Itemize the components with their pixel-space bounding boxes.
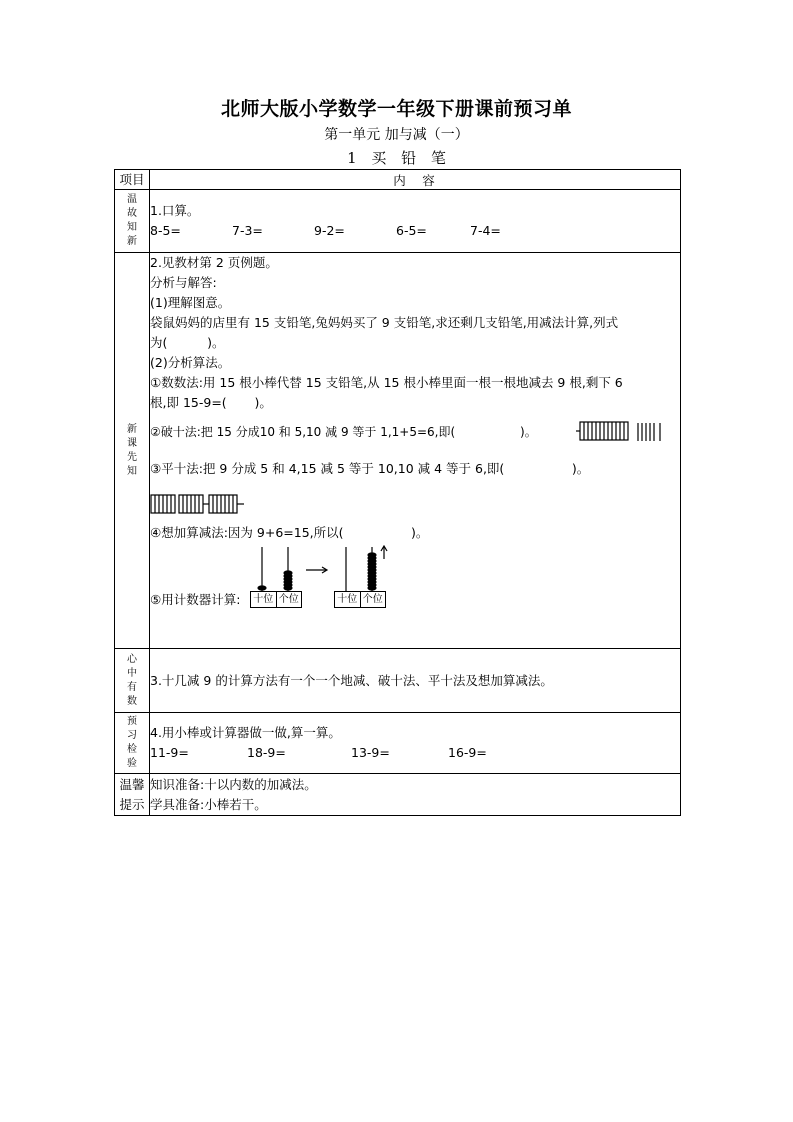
review-task: 1.口算。 <box>150 203 200 218</box>
text-line: 2.见教材第 2 页例题。 <box>150 255 278 270</box>
tens-label: 十位 <box>251 592 277 607</box>
newlesson-row <box>115 253 681 649</box>
text-line: 分析与解答: <box>150 275 217 290</box>
exercise-item: 8-5= <box>150 223 181 238</box>
check-task: 4.用小棒或计算器做一做,算一算。 <box>150 725 341 740</box>
exercise-item: 9-2= <box>314 223 345 238</box>
newlesson-label: 新课先知 <box>127 423 137 477</box>
tips-content <box>150 774 681 816</box>
review-label-cell <box>115 190 150 253</box>
text-line: (2)分析算法。 <box>150 355 231 370</box>
unit-subtitle: 第一单元 加与减（一） <box>324 127 469 143</box>
exercise-item: 6-5= <box>396 223 427 238</box>
text-line: ⑤用计数器计算: <box>150 592 241 607</box>
tip-line: 知识准备:十以内数的加减法。 <box>150 776 317 792</box>
text-line: 根,即 15-9=( )。 <box>150 395 272 410</box>
check-label: 预习检验 <box>127 716 137 769</box>
lesson-title: 1 买 铅 笔 <box>347 149 446 167</box>
text-line: 为( )。 <box>150 335 225 350</box>
newlesson-content <box>150 253 681 649</box>
abacus-base-left <box>250 591 302 608</box>
exercise-item: 7-4= <box>470 223 501 238</box>
exercise-item: 18-9= <box>247 745 286 760</box>
summary-content <box>150 649 681 713</box>
text-line: ④想加算减法:因为 9+6=15,所以( )。 <box>150 525 429 540</box>
tips-row <box>115 774 681 816</box>
text-line: 袋鼠妈妈的店里有 15 支铅笔,兔妈妈买了 9 支铅笔,求还剩几支铅笔,用减法计算,列式 <box>150 315 619 330</box>
text-line: ③平十法:把 9 分成 5 和 4,15 减 5 等于 10,10 减 4 等于 6,即( )。 <box>150 461 590 476</box>
check-exercises <box>150 743 680 763</box>
preview-table <box>114 169 681 816</box>
method-break-ten <box>150 419 680 445</box>
summary-row <box>115 649 681 713</box>
review-content <box>150 190 681 253</box>
ones-label: 个位 <box>362 594 383 605</box>
col-content-header: 内 容 <box>150 170 681 190</box>
exercise-item: 13-9= <box>351 745 390 760</box>
summary-label-cell <box>115 649 150 713</box>
review-label: 温故知新 <box>127 194 137 247</box>
col-item-header: 项目 <box>115 170 150 190</box>
sticks-illustration <box>150 491 250 517</box>
abacus-row <box>150 545 680 611</box>
page-title: 北师大版小学数学一年级下册课前预习单 <box>220 98 572 120</box>
text-line: ①数数法:用 15 根小棒代替 15 支铅笔,从 15 根小棒里面一根一根地减去 9 根,剩下 6 <box>150 375 623 390</box>
abacus-rods-illustration <box>250 545 410 593</box>
sticks-row <box>150 491 680 519</box>
sticks-illustration <box>574 419 666 443</box>
tips-label-line: 温馨 <box>119 776 145 792</box>
summary-text: 3.十几减 9 的计算方法有一个一个地减、破十法、平十法及想加算减法。 <box>150 672 553 688</box>
summary-label: 心中有数 <box>127 653 137 707</box>
ones-label: 个位 <box>278 594 299 605</box>
tip-line: 学具准备:小棒若干。 <box>150 796 267 812</box>
tens-label: 十位 <box>335 592 361 607</box>
review-exercises <box>150 221 680 241</box>
tips-label-line: 提示 <box>119 796 145 812</box>
abacus-base-right <box>334 591 386 608</box>
exercise-item: 11-9= <box>150 745 189 760</box>
review-row <box>115 190 681 253</box>
check-label-cell <box>115 713 150 774</box>
text-line: (1)理解图意。 <box>150 295 231 310</box>
exercise-item: 7-3= <box>232 223 263 238</box>
newlesson-label-cell <box>115 253 150 649</box>
check-row <box>115 713 681 774</box>
exercise-item: 16-9= <box>448 745 487 760</box>
header-row <box>115 170 681 190</box>
text-line: ②破十法:把 15 分成10 和 5,10 减 9 等于 1,1+5=6,即( )。 <box>150 425 537 439</box>
check-content <box>150 713 681 774</box>
tips-label-cell <box>115 774 150 816</box>
abacus-figure <box>250 545 410 611</box>
